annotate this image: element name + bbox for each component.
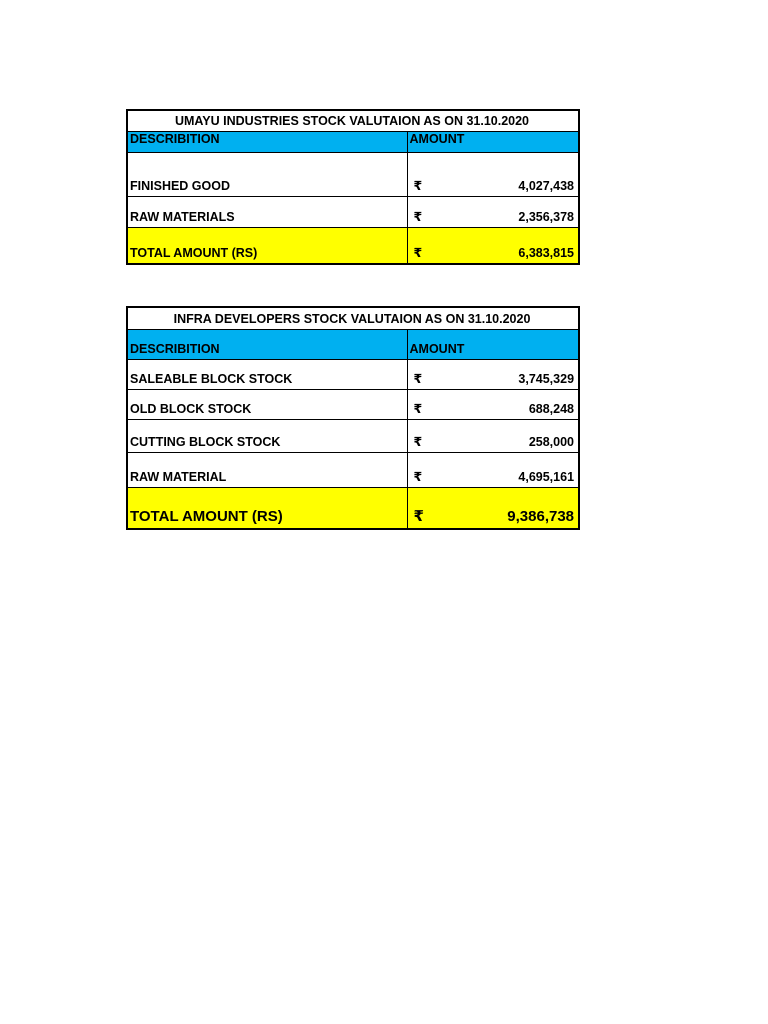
row-amount: 688,248: [528, 402, 575, 416]
rupee-icon: ₹: [413, 210, 423, 224]
rupee-icon: ₹: [413, 435, 423, 449]
header-amount: AMOUNT: [407, 330, 579, 360]
total-description: TOTAL AMOUNT (RS): [127, 488, 407, 529]
row-description: FINISHED GOOD: [127, 153, 407, 197]
row-description: SALEABLE BLOCK STOCK: [127, 360, 407, 390]
header-row: [127, 330, 579, 360]
header-row: [127, 132, 579, 153]
table-title: UMAYU INDUSTRIES STOCK VALUTAION AS ON 31.10.2020: [127, 110, 579, 132]
total-row: [127, 488, 579, 529]
row-amount: 4,695,161: [518, 470, 575, 484]
row-amount: 3,745,329: [518, 372, 575, 386]
row-description: OLD BLOCK STOCK: [127, 390, 407, 420]
total-amount-cell: [407, 488, 579, 529]
rupee-icon: ₹: [413, 507, 424, 525]
table-title-row: [127, 307, 579, 330]
table-row: [127, 360, 579, 390]
table-row: [127, 390, 579, 420]
infra-stock-table: [126, 306, 580, 530]
table-row: [127, 420, 579, 453]
header-description: DESCRIBITION: [127, 330, 407, 360]
row-description: RAW MATERIALS: [127, 197, 407, 228]
rupee-icon: ₹: [413, 470, 423, 484]
row-amount-cell: [407, 453, 579, 488]
total-amount-cell: [407, 228, 579, 264]
rupee-icon: ₹: [413, 179, 423, 193]
row-amount-cell: [407, 197, 579, 228]
table-title: INFRA DEVELOPERS STOCK VALUTAION AS ON 31.10.2020: [127, 307, 579, 330]
table-row: [127, 453, 579, 488]
total-amount: 6,383,815: [518, 245, 574, 260]
table-row: [127, 197, 579, 228]
header-amount: AMOUNT: [407, 132, 579, 153]
row-amount-cell: [407, 390, 579, 420]
row-amount-cell: [407, 420, 579, 453]
row-amount: 4,027,438: [518, 179, 574, 193]
row-amount: 2,356,378: [518, 210, 574, 224]
total-description: TOTAL AMOUNT (RS): [127, 228, 407, 264]
total-amount: 9,386,738: [507, 507, 575, 525]
row-amount-cell: [407, 360, 579, 390]
rupee-icon: ₹: [413, 245, 423, 260]
table-title-row: [127, 110, 579, 132]
row-amount-cell: [407, 153, 579, 197]
table-row: [127, 153, 579, 197]
umayu-stock-table: [126, 109, 580, 265]
row-description: RAW MATERIAL: [127, 453, 407, 488]
total-row: [127, 228, 579, 264]
rupee-icon: ₹: [413, 372, 423, 386]
rupee-icon: ₹: [413, 402, 423, 416]
row-amount: 258,000: [528, 435, 575, 449]
row-description: CUTTING BLOCK STOCK: [127, 420, 407, 453]
header-description: DESCRIBITION: [127, 132, 407, 153]
